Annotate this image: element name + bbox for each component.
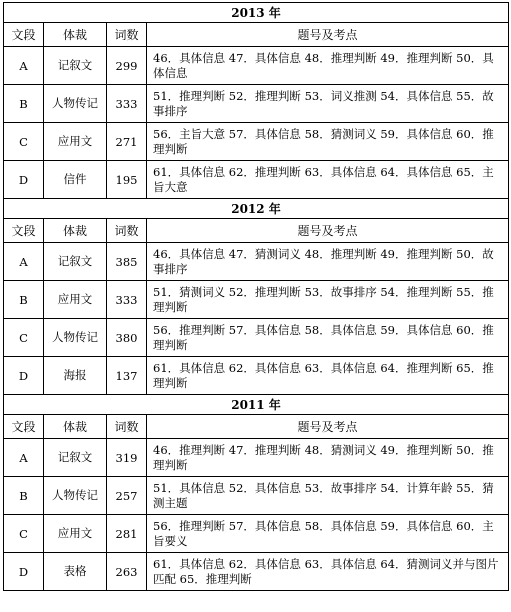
year-title-row — [4, 3, 509, 23]
question-points-cell: 46．具体信息 47．猜测词义 48．推理判断 49．推理判断 50．故事排序 — [147, 243, 509, 281]
header-genre: 体裁 — [44, 23, 107, 47]
section-cell: C — [4, 515, 44, 553]
table-row — [4, 85, 509, 123]
genre-cell: 记叙文 — [44, 439, 107, 477]
word-count-cell: 380 — [107, 319, 147, 357]
header-section: 文段 — [4, 23, 44, 47]
genre-cell: 应用文 — [44, 515, 107, 553]
table-row — [4, 357, 509, 395]
section-cell: D — [4, 553, 44, 591]
table-row — [4, 477, 509, 515]
question-points-cell: 46．推理判断 47．推理判断 48．猜测词义 49．推理判断 50．推理判断 — [147, 439, 509, 477]
header-words: 词数 — [107, 219, 147, 243]
table-row — [4, 281, 509, 319]
question-points-cell: 61．具体信息 62．推理判断 63．具体信息 64．具体信息 65．主旨大意 — [147, 161, 509, 199]
header-words: 词数 — [107, 415, 147, 439]
question-points-cell: 51．猜测词义 52．推理判断 53．故事排序 54．推理判断 55．推理判断 — [147, 281, 509, 319]
table-row — [4, 515, 509, 553]
header-points: 题号及考点 — [147, 23, 509, 47]
section-cell: B — [4, 477, 44, 515]
genre-cell: 海报 — [44, 357, 107, 395]
section-cell: B — [4, 281, 44, 319]
header-row — [4, 415, 509, 439]
question-points-cell: 61．具体信息 62．具体信息 63．具体信息 64．推理判断 65．推理判断 — [147, 357, 509, 395]
header-section: 文段 — [4, 415, 44, 439]
word-count-cell: 195 — [107, 161, 147, 199]
word-count-cell: 281 — [107, 515, 147, 553]
section-cell: C — [4, 123, 44, 161]
table-row — [4, 439, 509, 477]
word-count-cell: 271 — [107, 123, 147, 161]
genre-cell: 信件 — [44, 161, 107, 199]
question-points-cell: 61．具体信息 62．具体信息 63．具体信息 64．猜测词义并与图片匹配 65．推理判断 — [147, 553, 509, 591]
header-genre: 体裁 — [44, 219, 107, 243]
genre-cell: 人物传记 — [44, 477, 107, 515]
word-count-cell: 263 — [107, 553, 147, 591]
genre-cell: 人物传记 — [44, 319, 107, 357]
year-title: 2012 年 — [4, 199, 509, 219]
section-cell: D — [4, 357, 44, 395]
question-points-cell: 56．推理判断 57．具体信息 58．具体信息 59．具体信息 60．推理判断 — [147, 319, 509, 357]
genre-cell: 表格 — [44, 553, 107, 591]
header-section: 文段 — [4, 219, 44, 243]
table-row — [4, 553, 509, 591]
header-genre: 体裁 — [44, 415, 107, 439]
year-title-row — [4, 199, 509, 219]
genre-cell: 应用文 — [44, 123, 107, 161]
header-words: 词数 — [107, 23, 147, 47]
question-points-cell: 56．主旨大意 57．具体信息 58．猜测词义 59．具体信息 60．推理判断 — [147, 123, 509, 161]
section-cell: B — [4, 85, 44, 123]
year-title: 2011 年 — [4, 395, 509, 415]
table-row — [4, 243, 509, 281]
reading-analysis-table — [3, 2, 509, 591]
header-row — [4, 23, 509, 47]
table-row — [4, 47, 509, 85]
genre-cell: 记叙文 — [44, 243, 107, 281]
year-title-row — [4, 395, 509, 415]
section-cell: A — [4, 243, 44, 281]
reading-analysis-document — [3, 2, 508, 591]
question-points-cell: 51．具体信息 52．具体信息 53．故事排序 54．计算年龄 55．猜测主题 — [147, 477, 509, 515]
word-count-cell: 137 — [107, 357, 147, 395]
section-cell: C — [4, 319, 44, 357]
table-row — [4, 161, 509, 199]
word-count-cell: 385 — [107, 243, 147, 281]
question-points-cell: 46．具体信息 47．具体信息 48．推理判断 49．推理判断 50．具体信息 — [147, 47, 509, 85]
genre-cell: 人物传记 — [44, 85, 107, 123]
word-count-cell: 333 — [107, 85, 147, 123]
header-row — [4, 219, 509, 243]
question-points-cell: 56．推理判断 57．具体信息 58．具体信息 59．具体信息 60．主旨要义 — [147, 515, 509, 553]
genre-cell: 应用文 — [44, 281, 107, 319]
section-cell: A — [4, 439, 44, 477]
header-points: 题号及考点 — [147, 219, 509, 243]
section-cell: A — [4, 47, 44, 85]
question-points-cell: 51．推理判断 52．推理判断 53．词义推测 54．具体信息 55．故事排序 — [147, 85, 509, 123]
header-points: 题号及考点 — [147, 415, 509, 439]
table-body — [4, 3, 509, 591]
table-row — [4, 319, 509, 357]
word-count-cell: 319 — [107, 439, 147, 477]
table-row — [4, 123, 509, 161]
section-cell: D — [4, 161, 44, 199]
word-count-cell: 299 — [107, 47, 147, 85]
word-count-cell: 257 — [107, 477, 147, 515]
genre-cell: 记叙文 — [44, 47, 107, 85]
year-title: 2013 年 — [4, 3, 509, 23]
word-count-cell: 333 — [107, 281, 147, 319]
